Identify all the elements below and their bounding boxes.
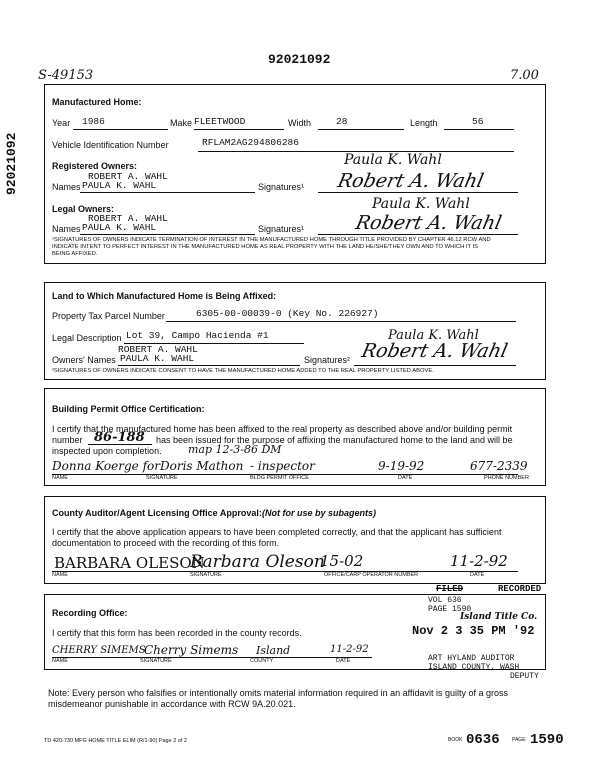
document-number: 92021092 (268, 52, 331, 67)
auditor-signature-value: Barbara Oleson (190, 552, 325, 572)
make-line (194, 129, 284, 130)
permit-number-label: number (52, 435, 83, 445)
stamp-deputy: DEPUTY (510, 672, 539, 681)
length-line (444, 129, 514, 130)
note-line-2: misdemeanor punishable in accordance with RCW 9A.20.021. (48, 699, 296, 709)
legal-signature-top: Paula K. Wahl (372, 196, 470, 212)
land-footnote: ²SIGNATURES OF OWNERS INDICATE CONSENT TO HAVE THE MANUFACTURED HOME ADDED TO THE REAL PROPERTY LISTED ABOVE. (52, 368, 434, 374)
legal-owners-title: Legal Owners: (52, 204, 115, 214)
recording-col-date: DATE (336, 658, 351, 664)
land-title: Land to Which Manufactured Home is Being Affixed: (52, 291, 277, 301)
stamp-recorded: RECORDED (498, 584, 542, 594)
building-permit-title: Building Permit Office Certification: (52, 404, 205, 414)
county-auditor-text-2: documentation to proceed with the recording of this form. (52, 538, 280, 548)
land-signature-top: Paula K. Wahl (388, 328, 479, 343)
permit-text-line-2: has been issued for the purpose of affixing the manufactured home to the land and will be (156, 435, 513, 445)
note-line-1: Note: Every person who falsifies or intentionally omits material information required in an affidavit is guilty of a gross (48, 688, 509, 698)
width-value: 28 (336, 116, 348, 127)
permit-signature-value: Doris Mathon (160, 459, 244, 473)
land-signatures-line (354, 365, 516, 366)
width-line (318, 129, 404, 130)
land-owner-1: ROBERT A. WAHL (118, 344, 198, 355)
make-value: FLEETWOOD (194, 116, 246, 127)
registered-signature-bottom: Robert A. Wahl (335, 170, 486, 192)
permit-phone-value: 677-2339 (470, 459, 528, 473)
recording-title: Recording Office: (52, 608, 128, 618)
recording-text: I certify that this form has been recorded in the county records. (52, 628, 302, 638)
county-auditor-title: County Auditor/Agent Licensing Office Approval: (52, 508, 262, 518)
parcel-label: Property Tax Parcel Number (52, 311, 165, 321)
recording-col-name: NAME (52, 658, 68, 664)
registered-owner-2: PAULA K. WAHL (82, 180, 157, 191)
permit-col-phone: PHONE NUMBER (484, 475, 529, 481)
parcel-value: 6305-00-00039-0 (Key No. 226927) (196, 308, 379, 319)
permit-col-name: NAME (52, 475, 68, 481)
side-document-number: 92021092 (4, 132, 19, 195)
permit-number-value: 86-188 (94, 430, 145, 445)
registered-owners-title: Registered Owners: (52, 161, 138, 171)
length-label: Length (410, 118, 438, 128)
registered-signatures-label: Signatures¹ (258, 182, 305, 192)
book-label: BOOK (448, 737, 463, 743)
land-signature-bottom: Robert A. Wahl (359, 340, 510, 362)
registered-signature-top: Paula K. Wahl (344, 152, 442, 168)
parcel-line (166, 321, 516, 322)
land-owners-line (118, 365, 300, 366)
legal-owner-2: PAULA K. WAHL (82, 222, 157, 233)
recording-signature-value: Cherry Simems (144, 643, 239, 657)
top-right-fee: 7.00 (510, 68, 539, 83)
auditor-col-signature: SIGNATURE (190, 572, 222, 578)
auditor-col-date: DATE (470, 572, 485, 578)
land-signatures-label: Signatures² (304, 355, 351, 365)
legal-signatures-line (318, 234, 518, 235)
legal-signature-bottom: Robert A. Wahl (353, 212, 504, 234)
vin-label: Vehicle Identification Number (52, 140, 169, 150)
permit-col-date: DATE (398, 475, 413, 481)
legal-description-value: Lot 39, Campo Hacienda #1 (126, 330, 269, 341)
permit-office-value: - inspector (250, 459, 315, 473)
recording-county-value: Island (256, 644, 291, 657)
year-label: Year (52, 118, 71, 128)
year-line (73, 129, 168, 130)
make-label: Make (170, 118, 193, 128)
registered-names-label: Names (52, 182, 81, 192)
permit-col-office: BLDG PERMIT OFFICE (250, 475, 309, 481)
county-auditor-text-1: I certify that the above application appears to have been completed correctly, and that the applicant has sufficient (52, 527, 502, 537)
land-owner-2: PAULA K. WAHL (120, 353, 195, 364)
page-number: 1590 (530, 732, 564, 748)
recording-name-value: CHERRY SIMEMS (52, 645, 146, 656)
length-value: 56 (472, 116, 484, 127)
recording-signature-line (52, 657, 372, 658)
stamp-filed: FILED (436, 584, 464, 594)
auditor-col-name: NAME (52, 572, 68, 578)
vin-value: RFLAM2AG294806286 (202, 137, 299, 148)
stamp-date: Nov 2 3 35 PM '92 (412, 624, 535, 638)
top-left-code: S-49153 (38, 68, 94, 83)
permit-col-signature: SIGNATURE (146, 475, 178, 481)
legal-description-label: Legal Description (52, 333, 122, 343)
permit-map-note: map 12-3-86 DM (188, 443, 282, 456)
auditor-signature-line (52, 571, 518, 572)
recording-date-value: 11-2-92 (330, 644, 369, 655)
legal-footnote-line-2: INDICATE INTENT TO PERFECT INTEREST IN THE MANUFACTURED HOME AS REAL PROPERTY WITH THE LAND HE/SHE/THEY OWN AND TO WHICH IT IS (52, 244, 479, 250)
stamp-vol: VOL 636 (428, 596, 462, 605)
recording-col-signature: SIGNATURE (140, 658, 172, 664)
auditor-office-value: 15-02 (320, 552, 364, 570)
county-auditor-subtitle: (Not for use by subagents) (262, 508, 377, 518)
year-value: 1986 (82, 116, 105, 127)
legal-names-label: Names (52, 224, 81, 234)
manufactured-home-title: Manufactured Home: (52, 97, 142, 107)
book-number: 0636 (466, 732, 500, 748)
auditor-col-office: OFFICE/CARP OPERATOR NUMBER (324, 572, 419, 578)
legal-names-line (80, 234, 255, 235)
page-label: PAGE (512, 737, 526, 743)
stamp-county: ISLAND COUNTY, WASH (428, 663, 520, 672)
auditor-date-value: 11-2-92 (450, 552, 508, 570)
permit-text-line-1: I certify that the manufactured home has been affixed to the real property as described above and/or building permit (52, 424, 513, 434)
land-owners-label: Owners' Names (52, 355, 116, 365)
stamp-page: PAGE 1590 (428, 605, 472, 614)
registered-names-line (80, 192, 255, 193)
auditor-name-value: BARBARA OLESON (54, 554, 205, 572)
stamp-auditor: ART HYLAND AUDITOR (428, 654, 515, 663)
stamp-requester: Island Title Co. (460, 612, 538, 622)
width-label: Width (288, 118, 312, 128)
legal-footnote-line-1: ¹SIGNATURES OF OWNERS INDICATE TERMINATION OF INTEREST IN THE MANUFACTURED HOME THROUGH TITLE PROVIDED BY CHAPTER 46.12 RCW AND (52, 237, 491, 243)
legal-footnote-line-3: BEING AFFIXED. (52, 251, 98, 257)
permit-name-value: Donna Koerge for (52, 459, 160, 473)
registered-owner-1: ROBERT A. WAHL (88, 171, 168, 182)
permit-date-value: 9-19-92 (378, 459, 425, 473)
legal-owner-1: ROBERT A. WAHL (88, 213, 168, 224)
permit-text-line-3: inspected upon completion. (52, 446, 162, 456)
registered-signatures-line (318, 192, 518, 193)
legal-signatures-label: Signatures¹ (258, 224, 305, 234)
form-id: TD 420-730 MFG HOME TITLE ELIM (R/1-90) Page 2 of 2 (44, 738, 187, 744)
recording-col-county: COUNTY (250, 658, 274, 664)
